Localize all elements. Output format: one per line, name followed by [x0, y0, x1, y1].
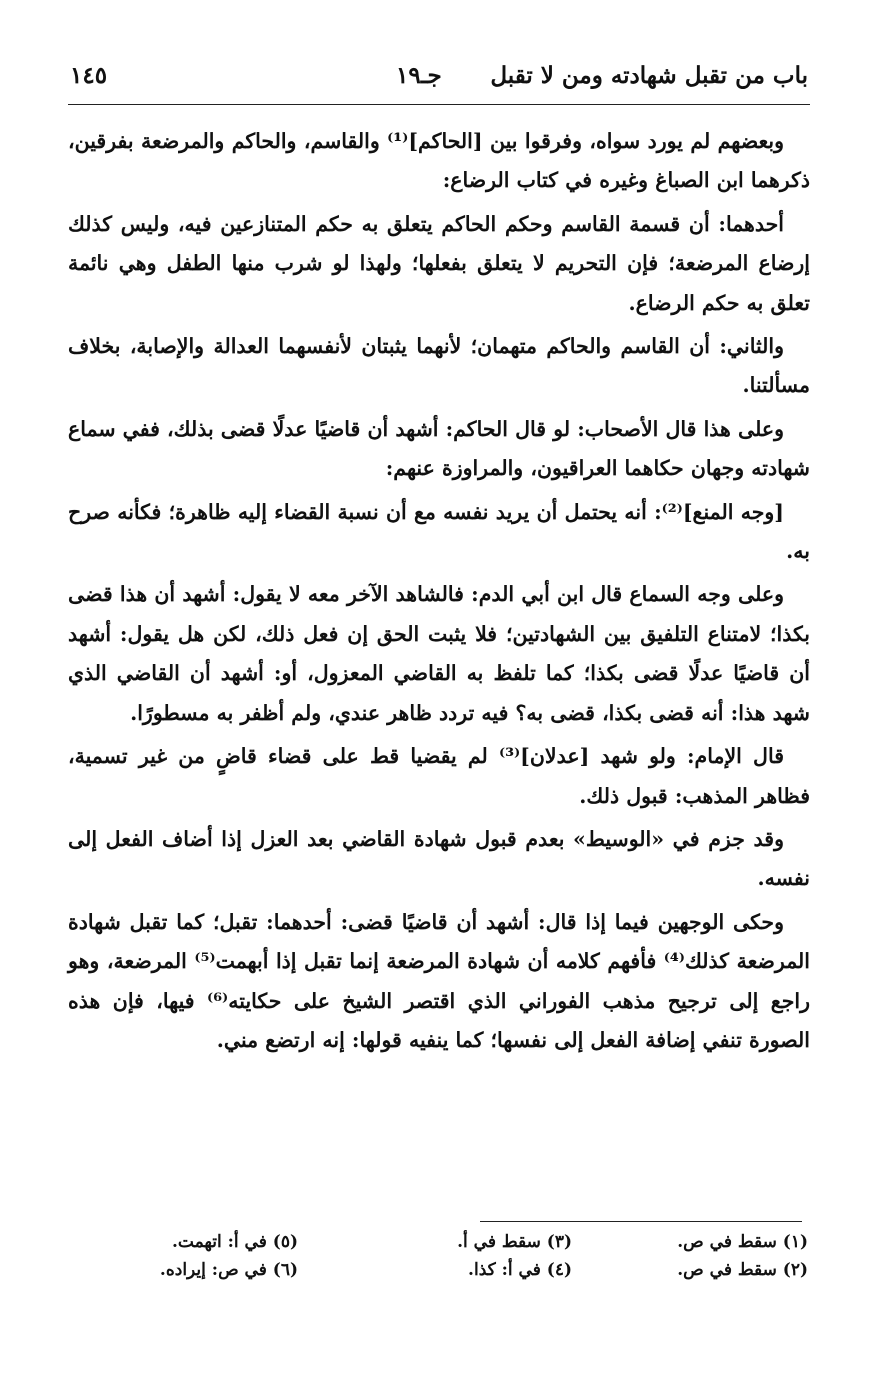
footnote-1: (١) سقط في ص. [677, 1232, 808, 1252]
paragraph: وحكى الوجهين فيما إذا قال: أشهد أن قاضيًا قضى: أحدهما: تقبل؛ كما تقبل شهادة المرضعة كذلك⁽⁴⁾ فأفهم كلامه أن شهادة المرضعة إنما تقبل إذا أبهمت⁽⁵⁾ المرضعة، وهو راجع إلى ترجيح مذهب الفوراني الذي اقتصر الشيخ على حكايته⁽⁶⁾ فيها، فإن هذه الصورة تنفي إضافة الفعل إلى نفسها؛ كما ينفيه قولها: إنه ارتضع مني. [68, 909, 810, 1052]
page-header [70, 62, 808, 98]
footnote-6: (٦) في ص: إيراده. [159, 1260, 298, 1280]
paragraph: وعلى هذا قال الأصحاب: لو قال الحاكم: أشهد أن قاضيًا عدلًا قضى بذلك، ففي سماع شهادته وجهان حكاهما العراقيون، والمراوزة عنهم: [68, 416, 810, 481]
header-divider [68, 104, 810, 105]
page-number: ١٤٥ [70, 62, 108, 89]
footnotes [120, 1232, 808, 1292]
paragraph: أحدهما: أن قسمة القاسم وحكم الحاكم يتعلق به حكم المتنازعين فيه، وليس كذلك إرضاع المرضعة؛ فإن التحريم لا يتعلق بفعلها؛ ولهذا لو شرب منها الطفل وهي نائمة تعلق به حكم الرضاع. [68, 211, 810, 315]
running-title: باب من تقبل شهادته ومن لا تقبل [490, 62, 808, 89]
footnote-5: (٥) في أ: اتهمت. [171, 1232, 298, 1252]
paragraph: والثاني: أن القاسم والحاكم متهمان؛ لأنهما يثبتان لأنفسهما العدالة والإصابة، بخلاف مسألتنا. [68, 334, 810, 398]
paragraph: وبعضهم لم يورد سواه، وفرقوا بين [الحاكم]⁽¹⁾ والقاسم، والحاكم والمرضعة بفرقين، ذكرهما ابن الصباغ وغيره في كتاب الرضاع: [68, 129, 810, 193]
footnote-2: (٢) سقط في ص. [677, 1260, 808, 1280]
volume-number: جـ١٩ [396, 62, 442, 89]
paragraph: وقد جزم في «الوسيط» بعدم قبول شهادة القاضي بعد العزل إذا أضاف الفعل إلى نفسه. [68, 826, 810, 891]
paragraph: [وجه المنع]⁽²⁾: أنه يحتمل أن يريد نفسه مع أن نسبة القضاء إليه ظاهرة؛ فكأنه صرح به. [68, 499, 810, 564]
footnote-divider [480, 1221, 802, 1222]
main-text [68, 122, 810, 1064]
paragraph: قال الإمام: ولو شهد [عدلان]⁽³⁾ لم يقضيا قط على قضاء قاضٍ من غير تسمية، فظاهر المذهب: قبول ذلك. [68, 744, 810, 808]
footnote-3: (٣) سقط في أ. [457, 1232, 572, 1252]
footnote-4: (٤) في أ: كذا. [468, 1260, 572, 1280]
paragraph: وعلى وجه السماع قال ابن أبي الدم: فالشاهد الآخر معه لا يقول: أشهد أن هذا قضى بكذا؛ لامتناع التلفيق بين الشهادتين؛ فلا يثبت الحق إن فعل ذلك، لكن هل يقول: أشهد أن قاضيًا عدلًا قضى بكذا؛ كما تلفظ به القاضي المعزول، أو: أشهد أن القاضي الذي شهد هذا: أنه قضى بكذا، قضى به؟ فيه تردد ظاهر عندي، ولم أظفر به مسطورًا. [68, 582, 810, 725]
